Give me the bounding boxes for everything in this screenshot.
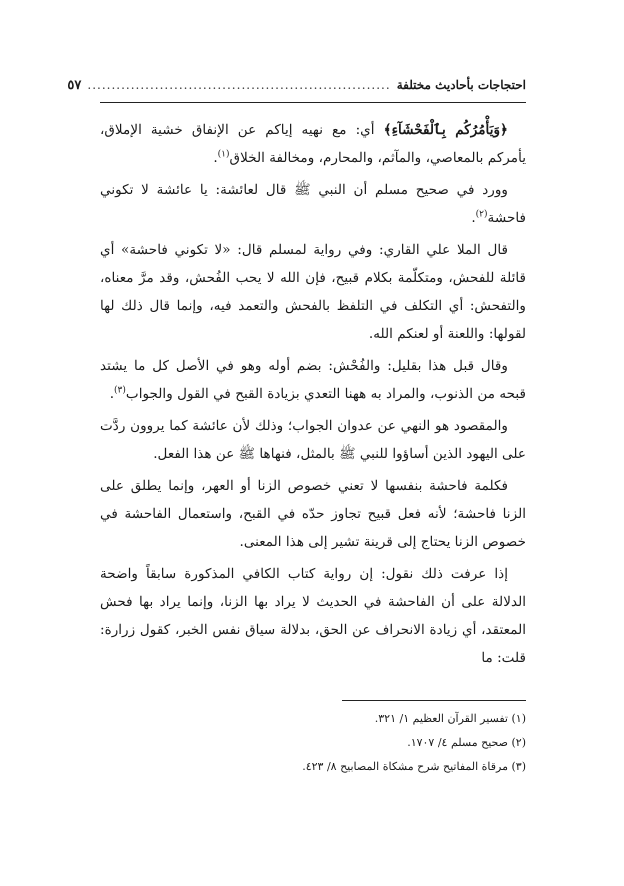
paragraph-text: وورد في صحيح مسلم أن النبي ﷺ قال لعائشة: يا عائشة لا تكوني فاحشة [100,182,526,226]
paragraph-text: والمقصود هو النهي عن عدوان الجواب؛ وذلك لأن عائشة كما يروون ردَّت على اليهود الذين أساؤوا للنبي ﷺ بالمثل، فنهاها ﷺ عن هذا الفعل. [100,418,526,462]
body-text [100,116,526,676]
footnote-divider [342,700,526,701]
paragraph-tail: . [109,386,115,402]
paragraph-text: قال الملا علي القاري: وفي رواية لمسلم قال: «لا تكوني فاحشة» أي قائلة للفحش، ومتكلّمة بكلام قبيح، فإن الله لا يحب الفُحش، وقد مرَّ معناه، والتفحش: أي التكلف في التلفظ بالفحش والتعمد فيه، وإنما قال ذلك لها لقولها: واللعنة أو لعنكم الله. [100,242,526,342]
quran-verse: ﴿وَيَأْمُرُكُم بِٱلْفَحْشَآءِ﴾ [383,122,509,138]
footnote-ref[interactable]: (١) [217,149,230,160]
paragraph [100,560,526,672]
header-divider [100,102,526,103]
header-leader-dots: ............................................................... [87,78,391,92]
paragraph [100,176,526,232]
footnote: (٣) مرقاة المفاتيح شرح مشكاة المصابيح ٨/ ٤٢٣. [302,760,526,773]
footnotes [100,707,526,779]
page-number: ٥٧ [67,78,82,93]
paragraph-tail: . [471,210,476,226]
running-header [67,78,526,100]
paragraph [100,472,526,556]
footnote-ref[interactable]: (٣) [114,385,126,396]
paragraph-text: وقال قبل هذا بقليل: والفُحْش: بضم أوله وهو في الأصل كل ما يشتد قبحه من الذنوب، والمراد به ههنا التعدي بزيادة القبح في القول والجواب [100,358,526,402]
paragraph-text: أي: مع نهيه إياكم عن الإنفاق خشية الإملاق، يأمركم بالمعاصي، والمآثم، والمحارم، ومخالفة الخلاق [100,122,526,166]
paragraph-text: إذا عرفت ذلك نقول: إن رواية كتاب الكافي المذكورة سابقاً واضحة الدلالة على أن الفاحشة في الحديث لا يراد بها الزنا، وإنما يراد بها فحش المعتقد، أي زيادة الانحراف عن الحق، بدلالة سياق نفس الخبر، كقول زرارة: قلت: ما [100,566,526,666]
paragraph [100,236,526,348]
footnote-ref[interactable]: (٢) [475,209,488,220]
paragraph-text: فكلمة فاحشة بنفسها لا تعني خصوص الزنا أو العهر، وإنما يطلق على الزنا فاحشة؛ لأنه فعل قبيح تجاوز حدّه في القبح، واستعمال الفاحشة في خصوص الزنا يحتاج إلى قرينة تشير إلى هذا المعنى. [100,478,526,550]
footnote: (٢) صحيح مسلم ٤/ ١٧٠٧. [407,736,526,749]
header-title: احتجاجات بأحاديث مختلفة [396,78,526,92]
paragraph [100,116,526,172]
paragraph-tail: . [213,150,218,166]
paragraph [100,412,526,468]
paragraph [100,352,526,408]
footnote: (١) تفسير القرآن العظيم ١/ ٣٢١. [374,712,526,725]
